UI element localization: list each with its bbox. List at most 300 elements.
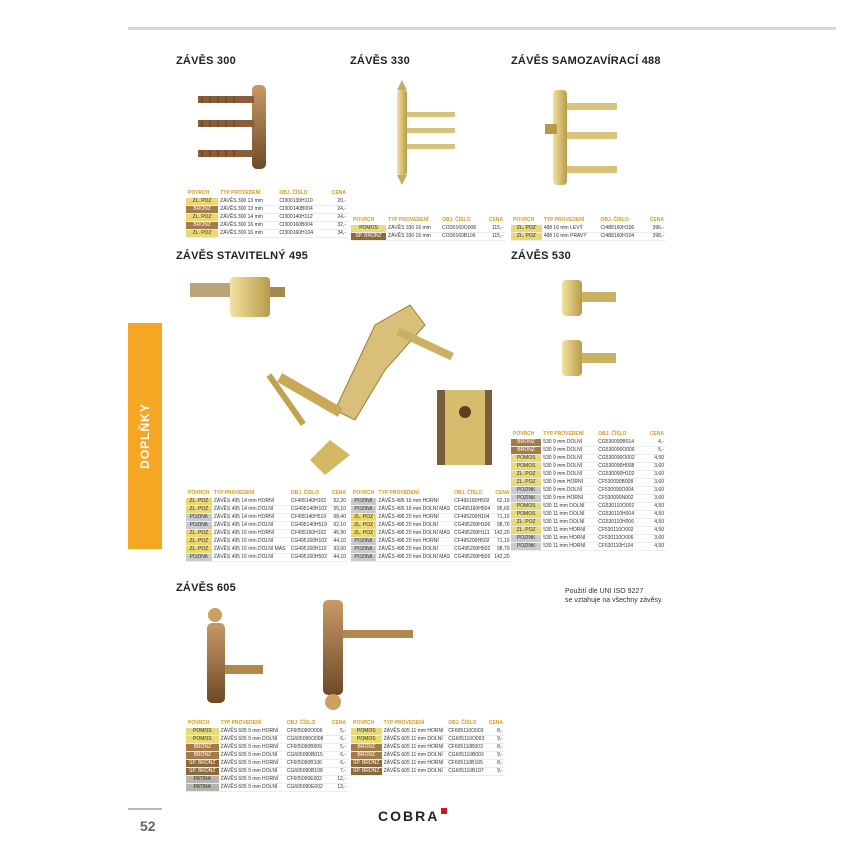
type-cell: ZÁVĚS 495 16 mm DOLNÍ MAS [378, 506, 451, 512]
table-row [186, 230, 348, 238]
header-typ: TYP PROVEDENÍ [220, 720, 262, 726]
price-cell: 44,10 [330, 554, 348, 562]
table-row [351, 522, 512, 530]
table-row [351, 744, 505, 752]
iso-note-line1: Použití dle UNI ISO 9227 [565, 588, 644, 595]
hinge-605-lower-image [195, 605, 265, 715]
table-row [351, 736, 505, 744]
header-obj: OBJ. ČÍSLO [448, 720, 477, 726]
table-header-row [186, 719, 348, 728]
order-number-cell: CG495200H106 [454, 522, 491, 528]
table-row [186, 198, 348, 206]
order-number-cell: CG495140H519 [289, 522, 330, 530]
price-cell: 4,50 [644, 511, 666, 519]
surface-cell: SP. BRONZ [351, 768, 382, 776]
order-number-cell: CI488160H106 [599, 225, 645, 233]
type-cell: ZÁVĚS 495 16 mm DOLNÍ MAS [212, 546, 289, 554]
price-cell: 44,10 [330, 538, 348, 546]
table-header-row [511, 216, 666, 225]
hinge-495-main-image [255, 300, 465, 480]
table-row [511, 455, 666, 463]
order-number-cell: CF495160H502 [452, 498, 492, 506]
price-cell: 3,60 [644, 487, 666, 495]
table-row [186, 546, 348, 554]
header-povrch: POVRCH [353, 720, 375, 726]
surface-cell: PATINA [186, 776, 219, 784]
surface-cell: ZL. POZ [511, 527, 541, 535]
header-obj: OBJ. ČÍSLO [290, 490, 320, 496]
order-number-cell: CF495200H104 [452, 514, 492, 522]
table-row [186, 736, 348, 744]
header-cena: CENA [649, 431, 664, 437]
surface-cell: POMOS [511, 511, 541, 519]
header-obj: OBJ. ČÍSLO [454, 490, 483, 496]
table-row [186, 498, 348, 506]
table-row [511, 503, 666, 511]
table-zaves-330 [351, 216, 505, 241]
price-cell: 34,- [325, 230, 348, 238]
price-cell: 3,60 [644, 535, 666, 543]
table-row [186, 776, 348, 784]
type-cell: 530 9 mm DOLNÍ [541, 487, 596, 495]
header-povrch: POVRCH [188, 490, 210, 496]
type-cell: ZÁVĚS 605 11 mm DOLNÍ [382, 736, 447, 744]
type-cell: ZÁVĚS 605 11 mm HORNÍ [382, 728, 447, 736]
order-number-cell: CG495200H111 [452, 530, 492, 538]
type-cell: 530 11 mm DOLNÍ [541, 519, 596, 527]
table-zaves-488 [511, 216, 666, 241]
surface-cell: ZL. POZ [511, 519, 541, 527]
surface-cell: SP. BRONZ [351, 233, 386, 241]
type-cell: ZÁVĚS 495 16 mm DOLNÍ [212, 554, 289, 562]
type-cell: 530 9 mm DOLNÍ [541, 463, 596, 471]
table-row [351, 530, 512, 538]
header-typ: TYP PROVEDENÍ [213, 490, 255, 496]
surface-cell: POMOS [351, 736, 382, 744]
type-cell: ZÁVĚS 495 16 mm DOLNÍ [212, 538, 289, 546]
surface-cell: BRONZ [511, 439, 541, 447]
type-cell: ZÁVĚS 495 20 mm HORNÍ [376, 538, 452, 546]
header-obj: OBJ. ČÍSLO [598, 431, 627, 437]
price-cell: 7,- [328, 768, 348, 776]
table-row [511, 487, 666, 495]
order-number-cell: CF605090B106 [285, 760, 329, 768]
order-number-cell: CG495200H505 [454, 554, 491, 560]
price-cell: 71,10 [492, 514, 511, 522]
surface-cell: POZINK [351, 546, 376, 554]
type-cell: ZÁVĚS 495 14 mm HORNÍ [212, 498, 289, 506]
surface-cell: ZL. POZ [511, 225, 542, 233]
table-row [186, 506, 348, 514]
type-cell: ZÁVĚS 495 20 mm DOLNÍ MAS [378, 530, 451, 536]
order-number-cell: CG530110O002 [596, 503, 644, 511]
surface-cell: ZL. POZ [186, 506, 212, 514]
type-cell: ZÁVĚS 300 16 mm [218, 230, 277, 238]
table-row [351, 768, 505, 776]
order-number-cell: CG605090O008 [285, 736, 329, 744]
price-cell: 6,- [328, 736, 348, 744]
surface-cell: SP. BRONZ [351, 760, 382, 768]
price-cell: 3,60 [644, 495, 666, 503]
type-cell: 488 16 mm LEVÝ [542, 225, 599, 233]
header-typ: TYP PROVEDENÍ [378, 490, 419, 496]
table-header-row [351, 489, 512, 498]
type-cell: 530 11 mm HORNÍ [541, 527, 596, 535]
type-cell: 530 9 mm DOLNÍ [541, 447, 596, 455]
price-cell: 4,50 [644, 455, 666, 463]
surface-cell: BRONZ [186, 206, 218, 214]
surface-cell: POMOS [351, 728, 382, 736]
header-typ: TYP PROVEDENÍ [543, 431, 584, 437]
hinge-300-image [190, 80, 280, 175]
type-cell: ZÁVĚS 605 11 mm DOLNÍ [382, 752, 447, 760]
table-row [511, 463, 666, 471]
table-row [511, 495, 666, 503]
order-number-cell: CG605090E002 [285, 784, 329, 792]
order-number-cell: CF605110O003 [446, 728, 486, 736]
price-cell: 3,60 [644, 479, 666, 487]
type-cell: ZÁVĚS 495 14 mm HORNÍ [212, 514, 289, 522]
table-row [351, 233, 505, 241]
surface-cell: ZL. POZ [186, 214, 218, 222]
surface-cell: ZL. POZ [186, 230, 218, 238]
price-cell: 5,- [328, 728, 348, 736]
price-cell: 98,70 [492, 546, 511, 554]
header-obj: OBJ. ČÍSLO [442, 217, 471, 223]
order-number-cell: CF605110B003 [446, 744, 486, 752]
header-typ: TYP PROVEDENÍ [383, 720, 425, 726]
table-row [186, 222, 348, 230]
surface-cell: SP. BRONZ [186, 760, 219, 768]
type-cell: 530 9 mm DOLNÍ [541, 471, 596, 479]
header-typ: TYP PROVEDENÍ [388, 217, 429, 223]
table-row [511, 511, 666, 519]
order-number-cell: CI330160B106 [440, 233, 484, 241]
type-cell: 488 16 mm PRAVÝ [542, 233, 599, 241]
order-number-cell: CG530090O006 [596, 447, 644, 455]
order-number-cell: CF530090N002 [596, 495, 644, 503]
iso-note-line2: se vztahuje na všechny závěsy. [565, 597, 663, 604]
table-header-row [351, 719, 505, 728]
order-number-cell: CG530090H008 [596, 463, 644, 471]
table-zaves-605-right [351, 719, 505, 776]
surface-cell: POMOS [186, 728, 219, 736]
order-number-cell: CI300160B004 [277, 222, 325, 230]
order-number-cell: CF605090B009 [285, 744, 329, 752]
table-row [186, 744, 348, 752]
surface-cell: POZINK [351, 498, 376, 506]
header-cena: CENA [331, 720, 346, 726]
price-cell: 5,- [328, 744, 348, 752]
order-number-cell: CG495160H102 [289, 538, 330, 546]
surface-cell: POZINK [186, 514, 212, 522]
surface-cell: POMOS [186, 736, 219, 744]
order-number-cell: CG495140H102 [289, 506, 330, 514]
price-cell: 24,- [325, 214, 348, 222]
price-cell: 55,10 [330, 506, 348, 514]
bottom-divider [128, 808, 162, 810]
side-tab-label: DOPLŇKY [138, 403, 152, 469]
order-number-cell: CG495160H504 [454, 506, 491, 512]
order-number-cell: CI330160O008 [440, 225, 484, 233]
surface-cell: BRONZ [351, 744, 382, 752]
type-cell: ZÁVĚS 495 20 mm HORNÍ [376, 514, 452, 522]
order-number-cell: CG530110H004 [596, 511, 644, 519]
price-cell: 9,- [487, 768, 505, 776]
order-number-cell: CG605110B003 [446, 752, 486, 760]
type-cell: ZÁVĚS 605 9 mm HORNÍ [219, 776, 285, 784]
header-povrch: POVRCH [353, 217, 375, 223]
header-povrch: POVRCH [353, 490, 375, 496]
table-row [186, 760, 348, 768]
price-cell: 8,- [487, 744, 505, 752]
order-number-cell: CG495160H502 [289, 554, 330, 562]
table-row [511, 479, 666, 487]
price-cell: 4,- [644, 439, 666, 447]
header-obj: OBJ. ČÍSLO [279, 190, 308, 196]
order-number-cell: CG530090O002 [596, 455, 644, 463]
table-header-row [186, 189, 348, 198]
table-row [186, 530, 348, 538]
type-cell: ZÁVĚS 300 16 mm [218, 222, 277, 230]
table-row [511, 527, 666, 535]
order-number-cell: CF530110O006 [596, 535, 644, 543]
iso-note [565, 587, 663, 605]
type-cell: ZÁVĚS 495 16 mm HORNÍ [376, 498, 452, 506]
order-number-cell: CG605110B107 [446, 768, 486, 776]
price-cell: 9,- [487, 736, 505, 744]
table-zaves-495-left [186, 489, 348, 562]
table-zaves-495-right [351, 489, 512, 562]
table-header-row [351, 216, 505, 225]
price-cell: 115,- [484, 225, 505, 233]
order-number-cell: CF495140H519 [289, 514, 330, 522]
price-cell: 3,60 [644, 471, 666, 479]
type-cell: 530 9 mm DOLNÍ [541, 439, 596, 447]
type-cell: ZÁVĚS 605 11 mm HORNÍ [382, 760, 447, 768]
price-cell: 71,10 [492, 538, 511, 546]
surface-cell: BRONZ [186, 222, 218, 230]
order-number-cell: CF530110O002 [596, 527, 644, 535]
header-povrch: POVRCH [513, 217, 535, 223]
type-cell: ZÁVĚS 605 9 mm HORNÍ [219, 744, 285, 752]
type-cell: ZÁVĚS 605 9 mm DOLNÍ [219, 752, 285, 760]
price-cell: 4,50 [644, 527, 666, 535]
price-cell: 13,- [328, 784, 348, 792]
table-row [511, 535, 666, 543]
table-row [351, 752, 505, 760]
header-cena: CENA [488, 720, 503, 726]
surface-cell: ZL. POZ [511, 471, 541, 479]
header-cena: CENA [331, 190, 346, 196]
price-cell: 142,20 [494, 554, 510, 560]
type-cell: 530 11 mm HORNÍ [541, 535, 596, 543]
price-cell: 20,- [325, 198, 348, 206]
table-row [351, 728, 505, 736]
table-row [511, 447, 666, 455]
title-zaves-605: ZÁVĚS 605 [176, 582, 236, 594]
header-povrch: POVRCH [188, 720, 210, 726]
price-cell: 6,- [328, 760, 348, 768]
price-cell: 32,- [325, 222, 348, 230]
order-number-cell: CI300160H104 [277, 230, 325, 238]
hinge-605-upper-image [315, 600, 415, 715]
price-cell: 68,40 [330, 514, 348, 522]
type-cell: 530 11 mm HORNÍ [541, 543, 596, 551]
header-cena: CENA [331, 490, 346, 496]
surface-cell: POZINK [511, 487, 541, 495]
title-zaves-330: ZÁVĚS 330 [350, 55, 410, 67]
page-number: 52 [140, 818, 156, 834]
type-cell: ZÁVĚS 330 16 mm [386, 233, 440, 241]
surface-cell: POMOS [511, 503, 541, 511]
surface-cell: ZL. POZ [511, 233, 542, 241]
order-number-cell: CI300140H112 [277, 214, 325, 222]
surface-cell: POMOS [351, 225, 386, 233]
order-number-cell: CF530090O004 [596, 487, 644, 495]
price-cell: 4,50 [644, 503, 666, 511]
price-cell: 398,- [644, 233, 666, 241]
table-row [511, 233, 666, 241]
table-row [186, 514, 348, 522]
price-cell: 5,- [644, 447, 666, 455]
table-row [511, 439, 666, 447]
surface-cell: POZINK [351, 506, 376, 514]
order-number-cell: CI300130H110 [277, 198, 325, 206]
table-row [351, 506, 512, 514]
type-cell: ZÁVĚS 605 9 mm HORNÍ [219, 760, 285, 768]
surface-cell: ZL. POZ [511, 479, 541, 487]
order-number-cell: CG530090B014 [596, 439, 644, 447]
price-cell: 24,- [325, 206, 348, 214]
type-cell: ZÁVĚS 300 13 mm [218, 206, 277, 214]
type-cell: ZÁVĚS 495 20 mm DOLNÍ MAS [378, 554, 451, 560]
top-divider [128, 27, 836, 30]
table-row [351, 546, 512, 554]
price-cell: 52,20 [330, 498, 348, 506]
table-row [511, 519, 666, 527]
order-number-cell: CI488160H104 [599, 233, 645, 241]
type-cell: ZÁVĚS 495 20 mm DOLNÍ [376, 546, 452, 554]
price-cell: 62,10 [492, 498, 511, 506]
order-number-cell: CF530090B008 [596, 479, 644, 487]
order-number-cell: CG605090B108 [285, 768, 329, 776]
price-cell: 12,- [328, 776, 348, 784]
type-cell: ZÁVĚS 605 11 mm HORNÍ [382, 744, 447, 752]
table-row [186, 522, 348, 530]
price-cell: 8,- [487, 728, 505, 736]
table-row [351, 498, 512, 506]
table-row [186, 554, 348, 562]
title-zaves-530: ZÁVĚS 530 [511, 250, 571, 262]
surface-cell: SP. BRONZ [186, 768, 219, 776]
table-row [511, 543, 666, 551]
price-cell: 4,50 [644, 543, 666, 551]
table-zaves-530 [511, 430, 666, 551]
type-cell: 530 9 mm HORNÍ [541, 495, 596, 503]
header-cena: CENA [495, 490, 510, 496]
type-cell: ZÁVĚS 495 14 mm DOLNÍ [212, 522, 289, 530]
surface-cell: ZL. POZ [186, 538, 212, 546]
price-cell: 45,90 [330, 530, 348, 538]
hinge-495-closeup-image [437, 390, 492, 465]
price-cell: 8,- [487, 760, 505, 768]
price-cell: 98,70 [492, 522, 511, 530]
type-cell: ZÁVĚS 495 20 mm DOLNÍ [376, 522, 452, 530]
hinge-530-image [560, 280, 620, 395]
surface-cell: POZINK [186, 522, 212, 530]
table-row [186, 538, 348, 546]
brand-logo-text: COBRA [378, 808, 440, 824]
surface-cell: POMOS [511, 463, 541, 471]
surface-cell: BRONZ [511, 447, 541, 455]
type-cell: 530 9 mm HORNÍ [541, 479, 596, 487]
surface-cell: POZINK [351, 554, 376, 562]
type-cell: ZÁVĚS 495 16 mm HORNÍ [212, 530, 289, 538]
price-cell: 93,60 [330, 546, 348, 554]
surface-cell: ZL. POZ [186, 498, 212, 506]
surface-cell: BRONZ [186, 752, 219, 760]
title-zaves-300: ZÁVĚS 300 [176, 55, 236, 67]
type-cell: 530 11 mm DOLNÍ [541, 511, 596, 519]
header-cena: CENA [488, 217, 503, 223]
table-row [511, 225, 666, 233]
type-cell: ZÁVĚS 605 11 mm DOLNÍ [382, 768, 447, 776]
surface-cell: POZINK [186, 554, 212, 562]
surface-cell: POZINK [511, 535, 541, 543]
logo-red-mark [441, 808, 447, 814]
surface-cell: ZL. POZ [351, 522, 376, 530]
order-number-cell: CG495200H502 [454, 546, 491, 552]
order-number-cell: CF530110H104 [596, 543, 644, 551]
table-row [186, 206, 348, 214]
surface-cell: ZL. POZ [186, 546, 212, 554]
price-cell: 4,50 [644, 519, 666, 527]
header-typ: TYP PROVEDENÍ [543, 217, 585, 223]
surface-cell: POZINK [511, 543, 541, 551]
table-row [186, 768, 348, 776]
type-cell: ZÁVĚS 330 16 mm [386, 225, 440, 233]
price-cell: 9,- [487, 752, 505, 760]
type-cell: ZÁVĚS 605 9 mm DOLNÍ [219, 768, 285, 776]
table-row [186, 214, 348, 222]
order-number-cell: CF495200H502 [452, 538, 492, 546]
type-cell: ZÁVĚS 605 9 mm DOLNÍ [219, 784, 285, 792]
surface-cell: ZL. POZ [351, 514, 376, 522]
type-cell: ZÁVĚS 300 13 mm [218, 198, 277, 206]
type-cell: 530 9 mm DOLNÍ [541, 455, 596, 463]
table-row [351, 538, 512, 546]
order-number-cell: CF605090E002 [285, 776, 329, 784]
table-row [351, 554, 512, 562]
table-row [351, 225, 505, 233]
table-row [186, 752, 348, 760]
type-cell: ZÁVĚS 605 9 mm HORNÍ [219, 728, 285, 736]
table-zaves-605-left [186, 719, 348, 792]
surface-cell: ZL. POZ [186, 198, 218, 206]
surface-cell: POMOS [511, 455, 541, 463]
side-tab[interactable] [128, 323, 162, 549]
surface-cell: PATINA [186, 784, 219, 792]
hinge-330-image [385, 80, 465, 185]
order-number-cell: CF495160H102 [289, 530, 330, 538]
price-cell: 62,10 [330, 522, 348, 530]
order-number-cell: CG605090B015 [285, 752, 329, 760]
table-header-row [511, 430, 666, 439]
header-povrch: POVRCH [513, 431, 535, 437]
table-row [511, 471, 666, 479]
type-cell: ZÁVĚS 300 14 mm [218, 214, 277, 222]
